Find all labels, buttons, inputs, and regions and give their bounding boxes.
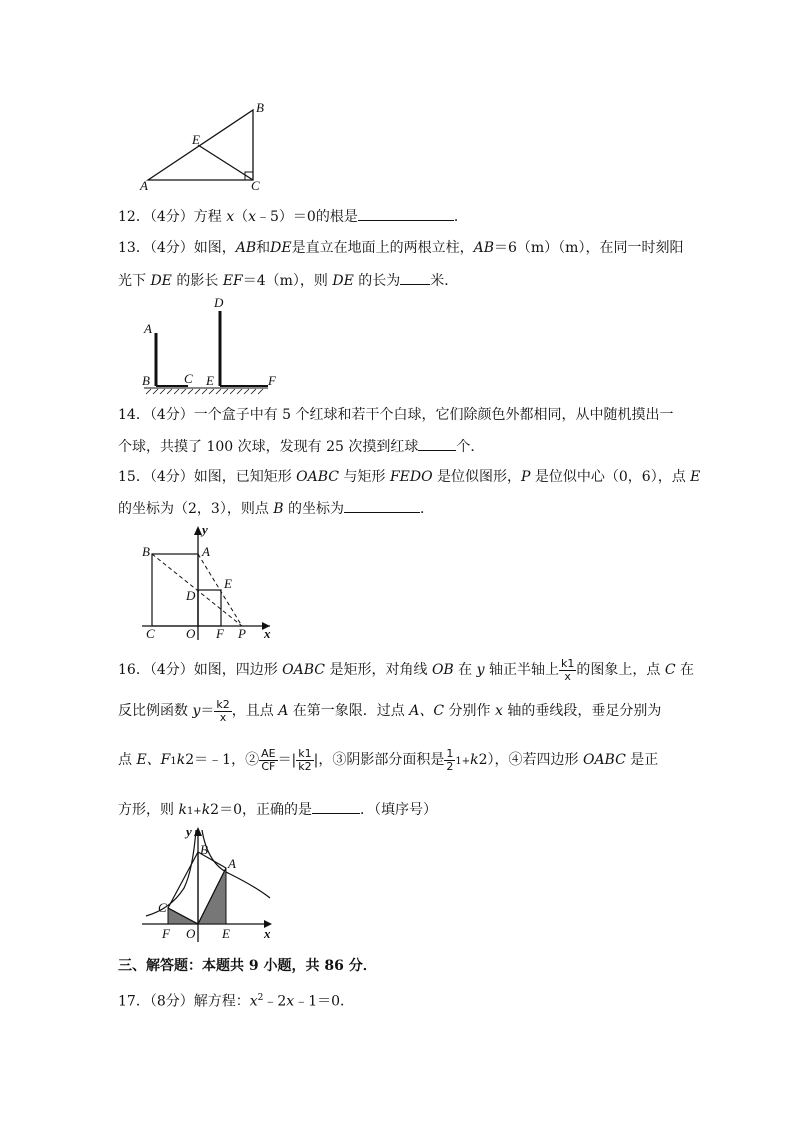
question-16-line-1: 16．（4分）如图，四边形 OABC 是矩形，对角线 OB 在 y 轴正半轴上 $\frac{k1}{x}$ 的图象上，点 C 在 [118, 656, 694, 683]
label-f: F [268, 373, 276, 388]
fraction-k1-over-k2: $\frac{k1}{k2}$ [298, 746, 312, 773]
fraction-k1-over-x: $\frac{k1}{x}$ [560, 656, 575, 683]
question-16-line-2: 反比例函数 y＝ $\frac{k2}{x}$ ，且点 A 在第一象限．过点 A、C 分别作 x 轴的垂线段，垂足分别为 [118, 697, 662, 724]
label-b: B [142, 373, 150, 388]
label-p: P [238, 626, 246, 641]
question-16-line-4: 方形，则 k1+k2＝0，正确的是 ．（填序号） [118, 799, 437, 822]
answer-blank-16[interactable] [312, 799, 360, 814]
question-17: 17．（8分）解方程：$x^2﹣2x﹣1=0$． [118, 993, 355, 1010]
figure-triangle-abc [138, 100, 268, 192]
question-15-line-2: 的坐标为（2，3），则点 B 的坐标为 ． [118, 498, 434, 519]
label-b: B [256, 100, 264, 115]
label-e: E [224, 576, 232, 591]
section-3-title: 三、解答题：本题共 9 小题，共 86 分． [118, 958, 377, 974]
label-a: A [228, 856, 236, 871]
label-e: E [192, 132, 200, 147]
fraction-one-half: $\frac{1}{2}$ [446, 746, 454, 773]
answer-blank-14[interactable] [418, 436, 456, 451]
question-14-line-1: 14．（4分）一个盒子中有 5 个红球和若干个白球，它们除颜色外都相同，从中随机摸出一 [118, 407, 674, 423]
answer-blank-13[interactable] [400, 270, 430, 285]
label-b: B [200, 842, 208, 857]
label-y: y [186, 824, 192, 839]
fraction-k2-over-x: $\frac{k2}{x}$ [216, 697, 230, 724]
question-13-line-1: 13．（4分）如图，AB和DE是直立在地面上的两根立柱，AB＝6（m）（m），在同一时刻阳 [118, 240, 684, 256]
answer-blank-15[interactable] [344, 498, 420, 513]
label-o: O [186, 926, 196, 941]
label-e: E [222, 926, 230, 941]
label-e: E [206, 373, 214, 388]
label-c: C [251, 178, 260, 192]
label-x: x [264, 626, 271, 641]
answer-blank-12[interactable] [358, 206, 454, 221]
question-13-line-2: 光下 DE 的影长 EF＝4（m），则 DE 的长为 米． [118, 270, 458, 291]
label-a: A [202, 544, 210, 559]
question-16-line-3: 点 E、F1k2＝﹣1，② $\frac{AE}{CF}$ ＝| $\frac{k1}{k2}$ |，③阴影部分面积是 $\frac{1}{2}$ 1+k2），④若四边形 OABC 是正 [118, 746, 659, 773]
label-d: D [214, 295, 224, 310]
question-12: 12．（4分）方程 x（x﹣5）＝0的根是 ． [118, 206, 468, 227]
label-f: F [216, 626, 224, 641]
fraction-ae-over-cf: $\frac{AE}{CF}$ [261, 746, 276, 773]
figure-inverse-functions [138, 824, 280, 946]
label-a: A [144, 321, 152, 336]
label-x: x [264, 926, 271, 941]
label-c: C [184, 371, 193, 386]
label-a: A [140, 178, 148, 192]
label-y: y [202, 522, 208, 537]
label-c: C [146, 626, 155, 641]
label-c: C [158, 900, 167, 915]
label-d: D [186, 588, 196, 603]
question-14-line-2: 个球，共摸了 100 次球，发现有 25 次摸到红球 个． [118, 436, 484, 457]
figure-posts [138, 293, 288, 395]
label-o: O [186, 626, 196, 641]
question-15-line-1: 15．（4分）如图，已知矩形 OABC 与矩形 FEDO 是位似图形，P 是位似中心（0，6），点 E [118, 469, 701, 485]
label-b: B [142, 544, 150, 559]
figure-similar-rectangles [138, 522, 283, 644]
label-f: F [162, 926, 170, 941]
